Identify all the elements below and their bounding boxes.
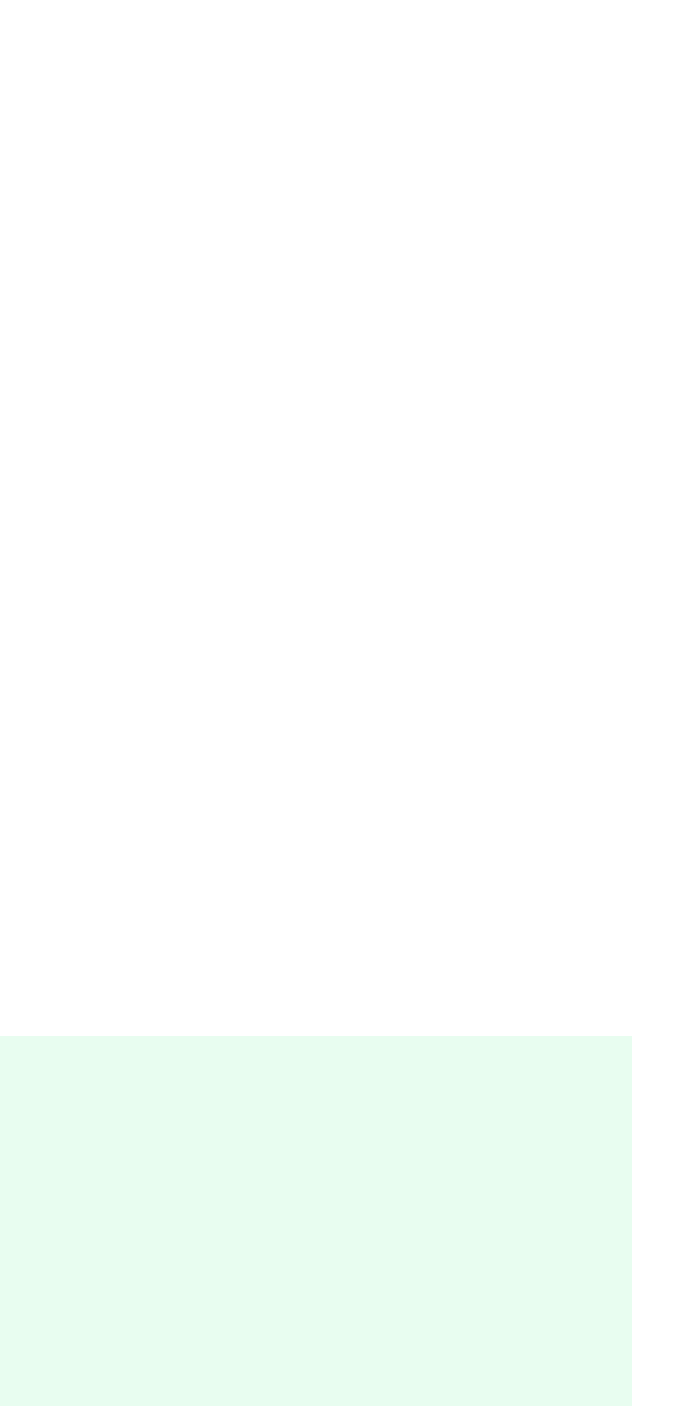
answer-box xyxy=(0,1036,632,1406)
